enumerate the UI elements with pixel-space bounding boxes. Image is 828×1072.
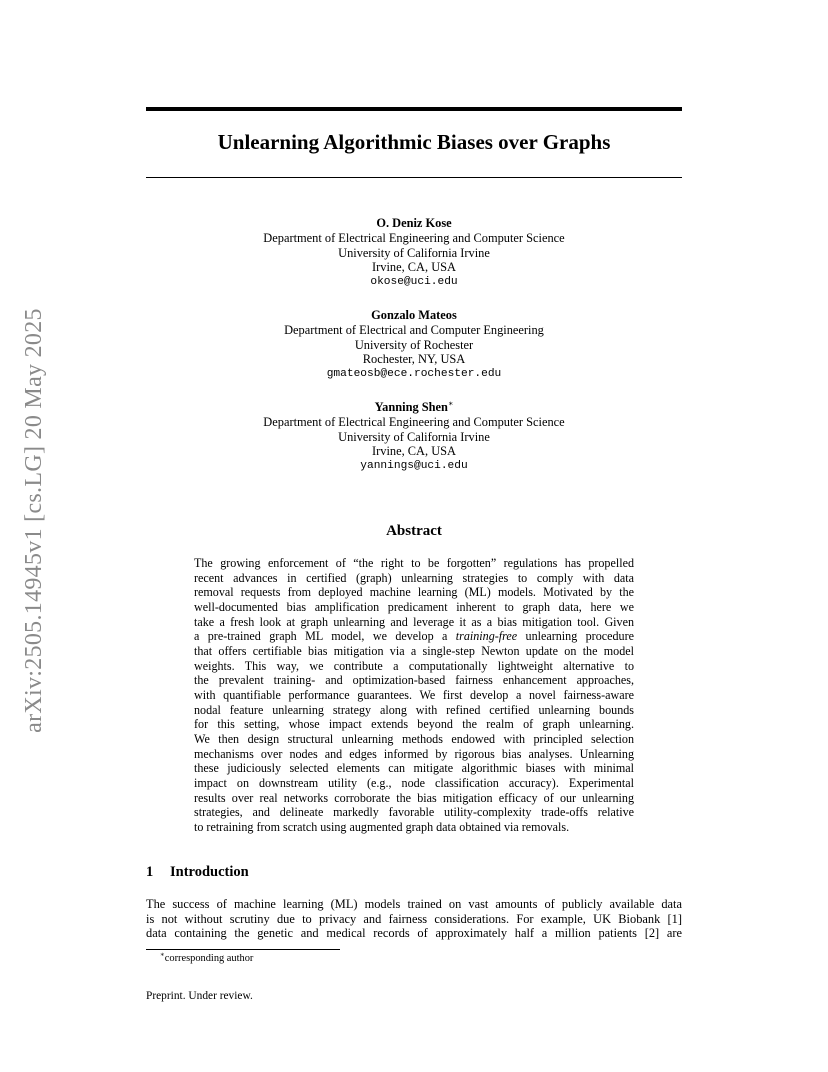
author-location: Irvine, CA, USA [372, 444, 456, 459]
section-title: Introduction [170, 864, 249, 880]
author-location: Rochester, NY, USA [362, 352, 466, 367]
introduction-body [146, 897, 682, 941]
author-name: O. Deniz Kose [376, 216, 452, 230]
footnote-text: corresponding author [164, 953, 254, 964]
author-email[interactable]: gmateosb@ece.rochester.edu [326, 368, 502, 381]
abstract-line: take a fresh look at graph unlearning and leverage it as a bias mitigation tool. Given [194, 614, 634, 629]
abstract-line: mechanisms over nodes and edges informed by rigorous bias analyses. Unlearning [194, 746, 634, 761]
abstract-line: well-documented bias amplification predicament inherent to graph data, here we [194, 599, 634, 614]
author-entry [146, 308, 682, 382]
abstract-line: the prevalent training- and optimization-based fairness enhancement approaches, [194, 673, 634, 688]
abstract-heading: Abstract [386, 523, 442, 539]
intro-line: is not without scrutiny due to privacy and fairness considerations. For example, UK Biobank [1] [146, 911, 682, 926]
author-email[interactable]: yannings@uci.edu [360, 460, 468, 473]
arxiv-identifier-side-label [14, 280, 54, 760]
abstract-line-mixed: a pre-trained graph ML model, we develop a training-free unlearning procedure [194, 629, 634, 644]
author-name: Yanning Shen∗ [374, 398, 454, 414]
author-department: Department of Electrical Engineering and Computer Science [263, 414, 565, 429]
author-university: University of California Irvine [338, 429, 490, 444]
abstract-line: with quantifiable performance guarantees. We first develop a novel fairness-aware [194, 687, 634, 702]
footnote-rule [146, 949, 340, 950]
title-top-rule [146, 107, 682, 111]
author-email[interactable]: okose@uci.edu [370, 276, 458, 289]
footnote-mark: ∗ [160, 950, 165, 959]
abstract-line: weights. This way, we contribute a computationally lightweight alternative to [194, 658, 634, 673]
author-university: University of Rochester [354, 337, 474, 352]
abstract-line: The growing enforcement of “the right to be forgotten” regulations has propelled [194, 556, 634, 570]
footnote [160, 952, 253, 965]
author-university: University of California Irvine [338, 245, 490, 260]
abstract-line: strategies, and delineate markedly favorable utility-complexity trade-offs relative [194, 805, 634, 820]
preprint-note: Preprint. Under review. [146, 990, 253, 1002]
abstract-line: these judiciously selected elements can mitigate algorithmic biases with minimal [194, 761, 634, 776]
abstract-line: recent advances in certified (graph) unlearning strategies to comply with data [194, 570, 634, 585]
corresponding-author-mark: ∗ [447, 398, 454, 408]
author-department: Department of Electrical and Computer Engineering [284, 322, 544, 337]
arxiv-identifier-text: arXiv:2505.14945v1 [cs.LG] 20 May 2025 [20, 307, 47, 733]
intro-line: data containing the genetic and medical records of approximately half a million patients [2] are [146, 926, 682, 941]
abstract-line: removal requests from deployed machine learning (ML) models. Motivated by the [194, 585, 634, 600]
author-name: Gonzalo Mateos [371, 307, 457, 322]
section-number: 1 [146, 864, 154, 880]
training-free-emphasis: training-free [455, 629, 518, 644]
abstract-line: nodal feature unlearning strategy along with refined certified unlearning bounds [194, 702, 634, 717]
author-entry [146, 216, 682, 290]
author-department: Department of Electrical Engineering and Computer Science [263, 230, 565, 245]
author-block [146, 216, 682, 492]
abstract-body [194, 556, 634, 834]
abstract-line: impact on downstream utility (e.g., node classification accuracy). Experimental [194, 775, 634, 790]
abstract-line: for this setting, whose impact extends beyond the realm of graph unlearning. [194, 717, 634, 732]
abstract-line: to retraining from scratch using augmented graph data obtained via removals. [194, 819, 570, 834]
title-bottom-rule [146, 177, 682, 178]
abstract-line: results over real networks corroborate the bias mitigation efficacy of our unlearning [194, 790, 634, 805]
section-heading-introduction [146, 864, 249, 881]
intro-line: The success of machine learning (ML) models trained on vast amounts of publicly available data [146, 897, 682, 911]
author-entry [146, 400, 682, 474]
abstract-line: We then design structural unlearning methods endowed with principled selection [194, 731, 634, 746]
abstract-line: that offers certifiable bias mitigation via a single-step Newton update on the model [194, 643, 634, 658]
author-location: Irvine, CA, USA [372, 260, 456, 275]
paper-title: Unlearning Algorithmic Biases over Graphs [217, 130, 611, 154]
